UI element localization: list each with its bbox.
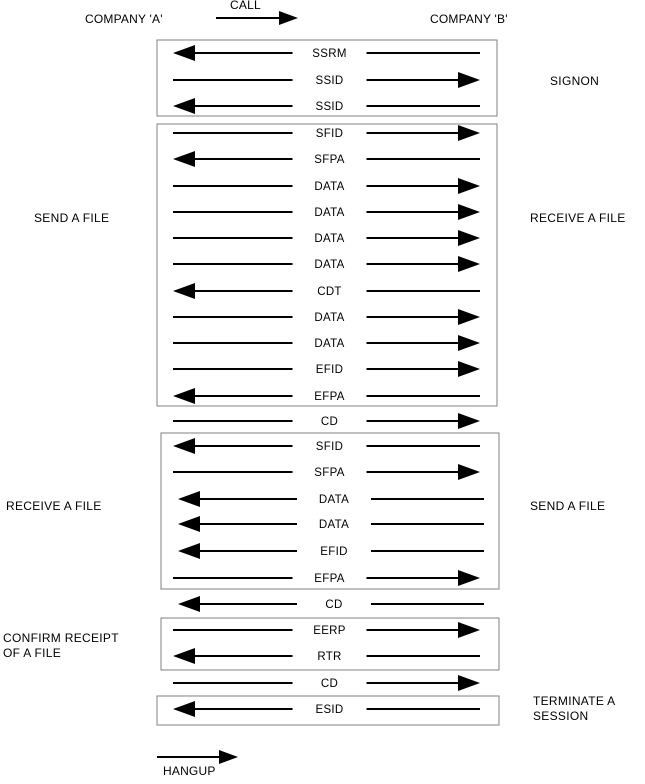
message-label: EFPA (314, 391, 345, 403)
message-label: SSRM (312, 48, 347, 60)
arrowhead-right (458, 361, 480, 377)
arrowhead-left (173, 648, 195, 664)
arrowhead-left (173, 283, 195, 299)
message-label: SSID (315, 75, 344, 87)
send-file-left-label: SEND A FILE (34, 211, 110, 225)
message-label: RTR (317, 651, 342, 663)
arrowhead-right (458, 675, 480, 691)
arrowhead-right (458, 413, 480, 429)
message-label: SSID (315, 101, 344, 113)
message-row (173, 648, 480, 664)
message-label: SFID (315, 441, 344, 453)
arrowhead-left (173, 98, 195, 114)
arrowhead-right (458, 125, 480, 141)
message-row (173, 98, 480, 114)
message-row (173, 675, 480, 691)
signon-label: SIGNON (550, 74, 600, 88)
message-row (173, 570, 480, 586)
call-arrow (216, 11, 298, 25)
message-sequence (173, 45, 484, 717)
message-row (178, 543, 484, 559)
hangup-label: HANGUP (163, 764, 216, 778)
message-row (173, 464, 480, 480)
message-row (173, 151, 480, 167)
terminate-label-line1: TERMINATE A (533, 694, 616, 708)
message-row (173, 388, 480, 404)
call-label: CALL (230, 0, 261, 12)
message-label: SFPA (314, 154, 345, 166)
arrowhead-right (458, 464, 480, 480)
message-label: SFID (315, 128, 344, 140)
message-row (173, 622, 480, 638)
confirm-receipt-label-line1: CONFIRM RECEIPT (3, 631, 119, 645)
message-label: DATA (314, 181, 345, 193)
receive-file-left-label: RECEIVE A FILE (6, 499, 102, 513)
terminate-label-line2: SESSION (533, 709, 589, 723)
arrowhead-left (173, 151, 195, 167)
receive-file-right-label: RECEIVE A FILE (530, 211, 626, 225)
arrowhead-left (173, 45, 195, 61)
arrowhead-left (178, 491, 200, 507)
message-label: DATA (318, 519, 350, 531)
arrowhead-right (458, 230, 480, 246)
message-label: DATA (314, 233, 345, 245)
message-row (173, 335, 480, 351)
message-row (173, 438, 480, 454)
arrowhead-right (458, 178, 480, 194)
arrowhead-right (458, 204, 480, 220)
message-row (173, 72, 480, 88)
arrowhead-right (458, 256, 480, 272)
message-label: EERP (313, 625, 346, 637)
message-row (173, 125, 480, 141)
message-row (173, 309, 480, 325)
message-label: CD (325, 599, 343, 611)
arrowhead-left (178, 543, 200, 559)
message-row (173, 45, 480, 61)
arrowhead-left (173, 438, 195, 454)
message-row (173, 204, 480, 220)
message-row (178, 596, 484, 612)
message-label: EFPA (314, 573, 345, 585)
confirm-receipt-label-line2: OF A FILE (3, 646, 62, 660)
company-b-label: COMPANY 'B' (430, 12, 508, 26)
arrowhead-right (458, 335, 480, 351)
message-row (173, 413, 480, 429)
message-row (173, 701, 480, 717)
company-a-label: COMPANY 'A' (85, 12, 163, 26)
message-row (173, 230, 480, 246)
message-label: DATA (314, 259, 345, 271)
message-label: EFID (320, 546, 348, 558)
arrowhead-left (178, 516, 200, 532)
arrowhead-right (458, 622, 480, 638)
hangup-arrow (157, 750, 238, 764)
message-row (178, 491, 484, 507)
message-label: DATA (314, 207, 345, 219)
arrowhead-right (458, 570, 480, 586)
receive-file-box (161, 433, 499, 589)
message-label: CDT (317, 286, 342, 298)
arrowhead-left (173, 701, 195, 717)
arrowhead-left (173, 388, 195, 404)
message-label: EFID (315, 364, 344, 376)
message-row (173, 256, 480, 272)
message-row (178, 516, 484, 532)
message-label: CD (320, 678, 339, 690)
message-label: DATA (314, 338, 345, 350)
message-row (173, 283, 480, 299)
message-row (173, 178, 480, 194)
arrowhead-right (458, 72, 480, 88)
arrowhead-right (458, 309, 480, 325)
message-label: SFPA (314, 467, 345, 479)
message-label: DATA (314, 312, 345, 324)
message-label: ESID (315, 704, 344, 716)
send-file-right-label: SEND A FILE (530, 499, 606, 513)
message-label: DATA (318, 494, 350, 506)
message-row (173, 361, 480, 377)
arrowhead-left (178, 596, 200, 612)
message-label: CD (320, 416, 339, 428)
